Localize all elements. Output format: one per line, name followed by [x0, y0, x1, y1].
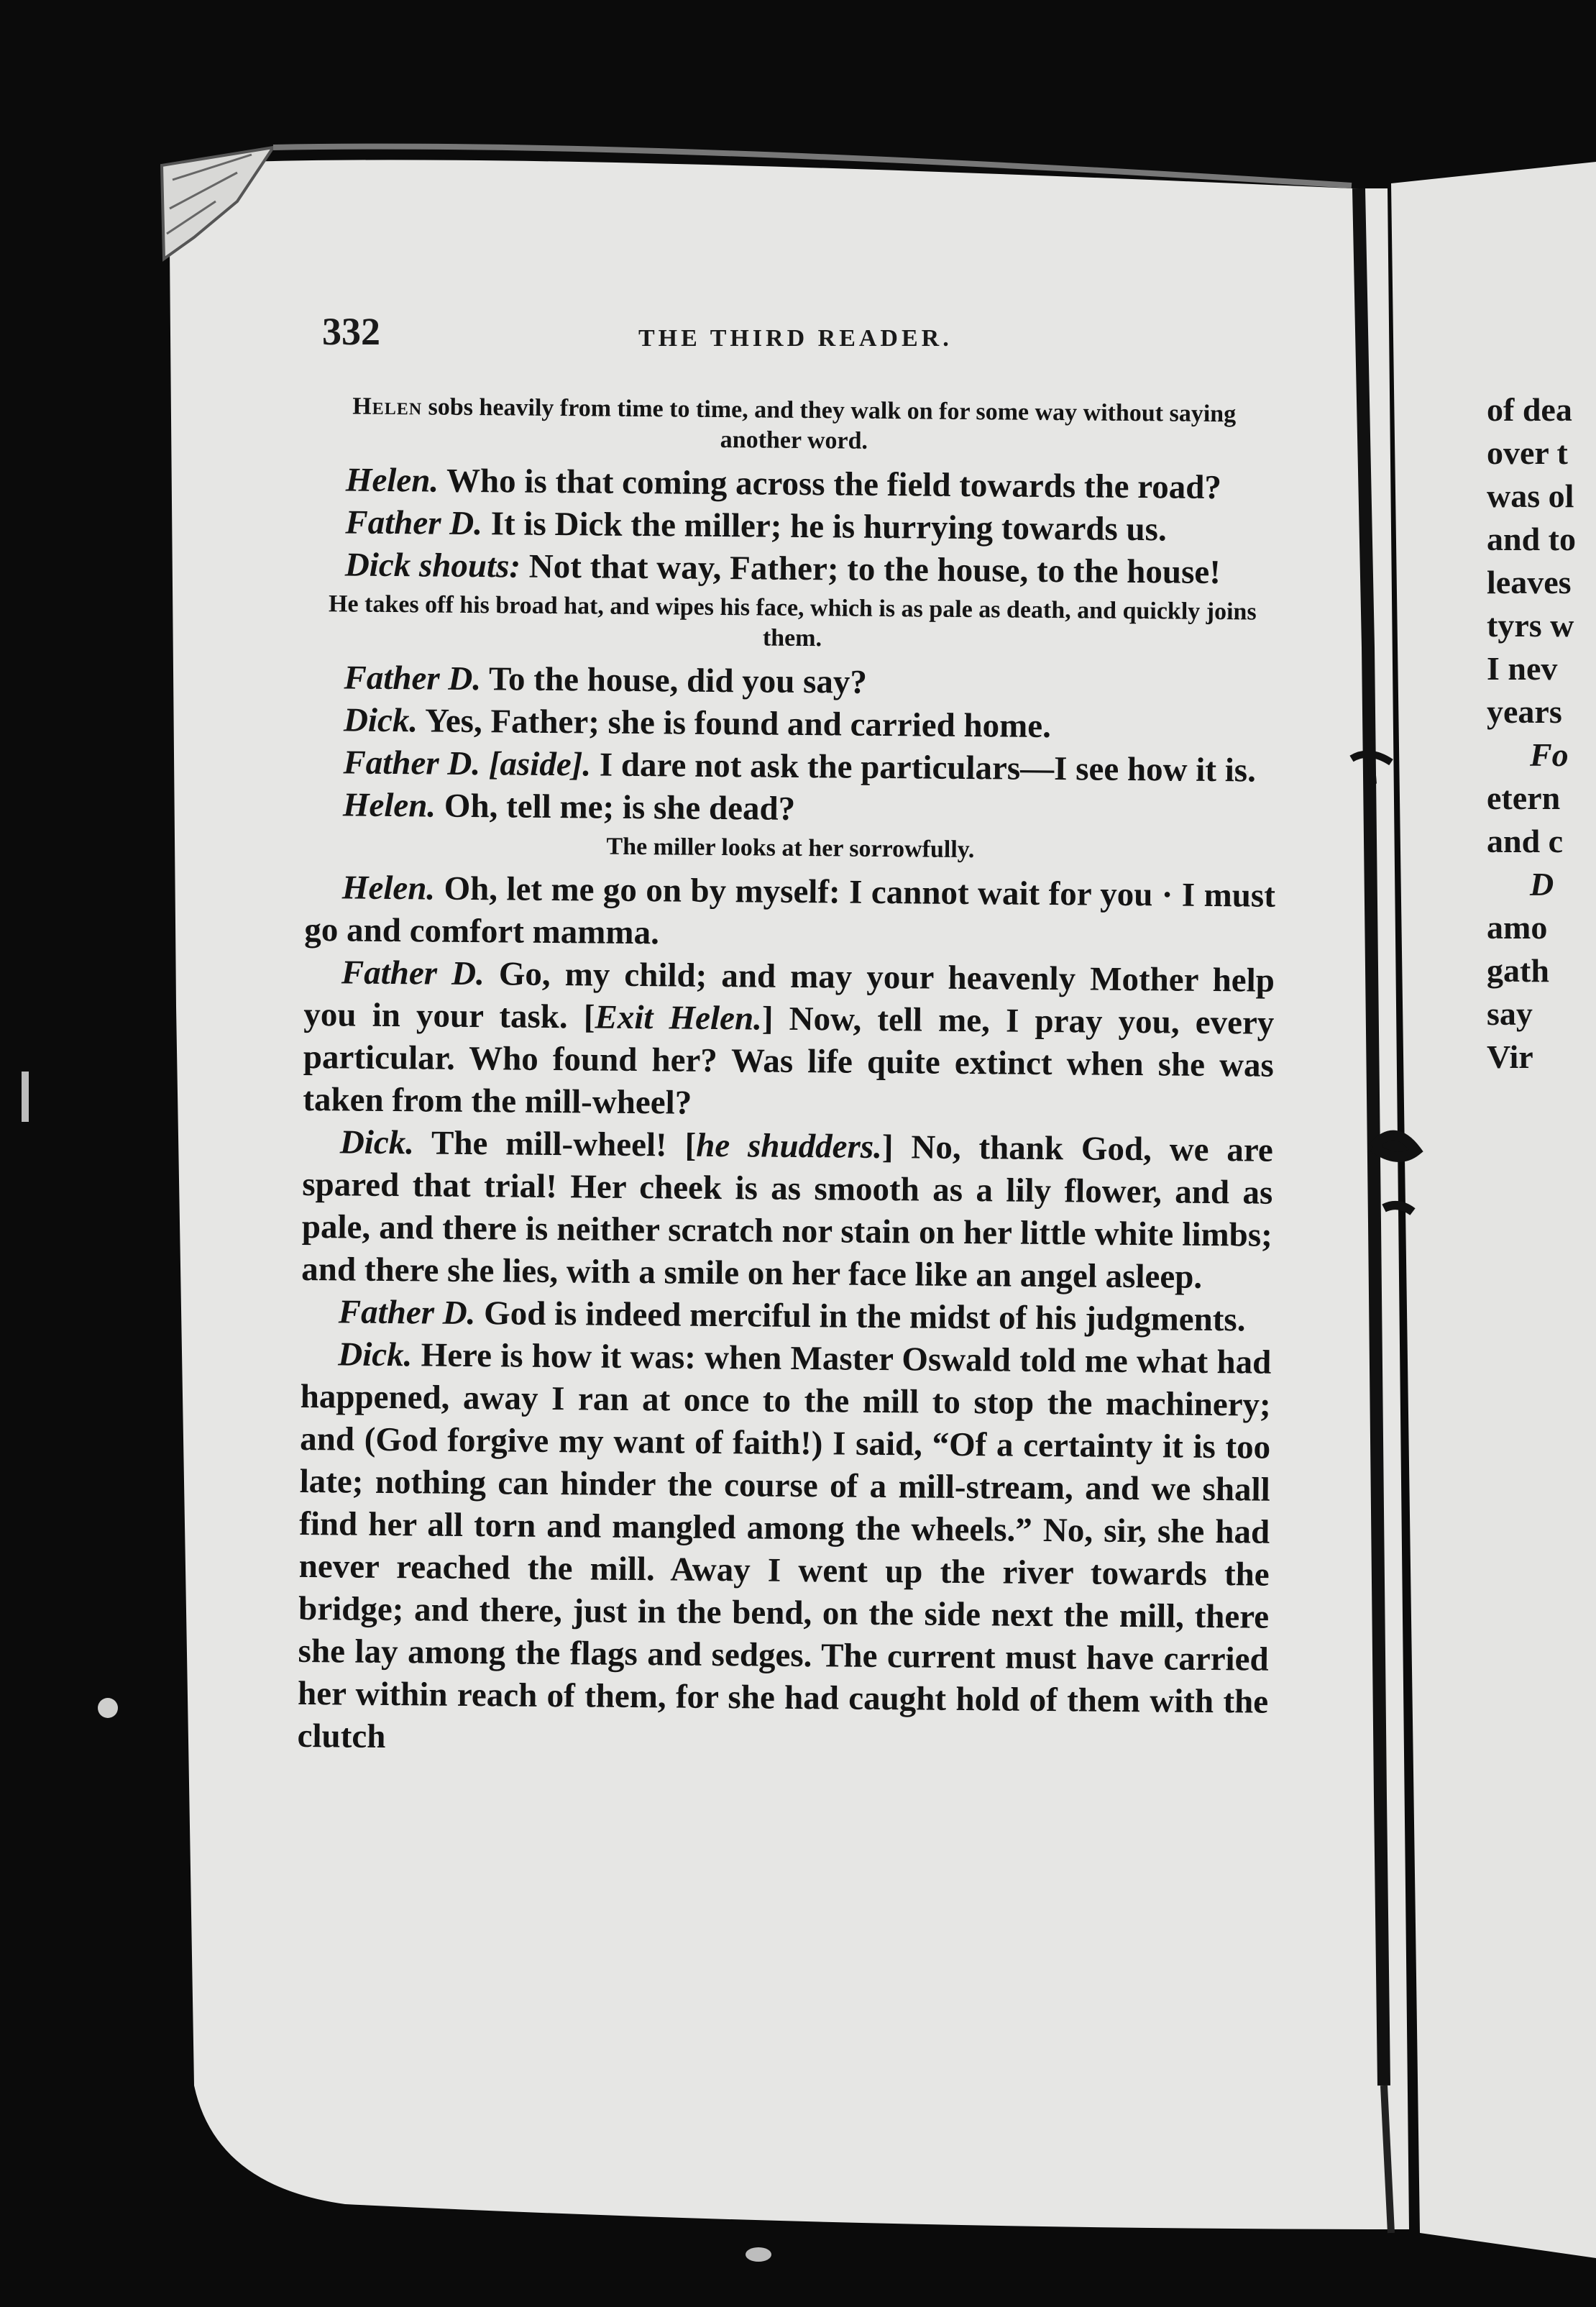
speech-text: Here is how it was: when Master Oswald told me what had happened, away I ran at once to the mill to stop the machinery; and (God forgive my want of faith!) I said, “Of a certainty it is too late; nothing can hinder the course of a mill-stream, and we shall find her all torn and mangled among the wheels.” No, sir, she had never reached the mill. Away I went up the river towards the bridge; and there, just in the bend, on the side next the mill, there she lay among the flags and sedges. The current must have carried her within reach of them, for she had caught hold of them with the clutch: [297, 1336, 1272, 1755]
speech-text: ] Now, tell me, I pray you, every particular. Who found her? Was life quite extinct when she was taken from the mill-wheel?: [303, 1000, 1275, 1122]
stage-direction: [316, 391, 1272, 460]
facing-line: Vir: [1487, 1038, 1533, 1075]
inline-direction: he shudders.: [696, 1126, 883, 1166]
running-head: THE THIRD READER.: [638, 325, 953, 352]
speaker-name: Father D.: [338, 1293, 476, 1333]
speech-text: It is Dick the miller; he is hurrying towards us.: [482, 505, 1167, 549]
page-number: 332: [322, 310, 380, 353]
aside-direction: [aside].: [480, 745, 592, 784]
main-text-column: [297, 388, 1280, 1766]
facing-line: and to: [1487, 521, 1576, 557]
speaker-name: Helen.: [341, 869, 436, 908]
facing-line: D: [1530, 866, 1554, 903]
speaker-name: Dick.: [343, 701, 418, 740]
speech-text: Who is that coming across the field towards the road?: [438, 462, 1222, 507]
facing-page-text: [1487, 388, 1596, 1079]
speech-text: ] No, thank God, we are spared that trial! Her cheek is as smooth as a lily flower, and as pale, and there is neither scratch nor stain on her little white limbs; and there she lies, with a smile on her face like an angel asleep.: [301, 1128, 1274, 1296]
facing-line: years: [1487, 693, 1562, 730]
facing-line: over t: [1487, 434, 1568, 471]
speech-line: [306, 784, 1276, 835]
speech-text: Oh, let me go on by myself: I cannot wait for you · I must go and comfort mamma.: [304, 869, 1276, 952]
facing-line: was ol: [1487, 478, 1574, 514]
stage-direction: He takes off his broad hat, and wipes his face, which is as pale as death, and quickly joins them.: [328, 590, 1257, 652]
stage-direction-text: sobs heavily from time to time, and they walk on for some way without saying another word.: [421, 393, 1237, 454]
speaker-name: Father D.: [344, 659, 482, 698]
speaker-name: Dick.: [339, 1123, 415, 1162]
speaker-name: Dick shouts:: [344, 546, 521, 585]
speaker-name: Helen.: [342, 786, 436, 825]
facing-line: etern: [1487, 780, 1561, 816]
speech-text: The mill-wheel! [: [413, 1124, 697, 1164]
speaker-name: Father D.: [341, 954, 485, 993]
speech-text: Yes, Father; she is found and carried home.: [417, 702, 1052, 746]
speech-text: To the house, did you say?: [480, 660, 868, 701]
facing-line: amo: [1487, 909, 1548, 946]
speech-text: God is indeed merciful in the midst of his judgments.: [475, 1294, 1246, 1339]
facing-line: I nev: [1487, 650, 1558, 687]
speech-line: [301, 1121, 1273, 1299]
speech-text: I dare not ask the particulars—I see how it is.: [590, 746, 1257, 790]
facing-line: of dea: [1487, 391, 1572, 428]
speaker-name: Father D.: [345, 503, 483, 543]
speech-text: Go, my child; and may your heavenly Mother help you in your task. [: [303, 955, 1275, 1036]
speech-line: [297, 1333, 1271, 1766]
exit-direction: Exit Helen.: [595, 998, 763, 1038]
speech-text: Not that way, Father; to the house, to the house!: [520, 547, 1221, 592]
facing-line: say: [1487, 995, 1533, 1032]
facing-line: and c: [1487, 823, 1564, 859]
speech-line: [304, 867, 1275, 960]
stage-direction: The miller looks at her sorrowfully.: [606, 833, 975, 864]
speech-line: [303, 951, 1275, 1130]
stage-direction-name: Helen: [352, 393, 423, 421]
speaker-name: Dick.: [338, 1335, 413, 1374]
facing-line: gath: [1487, 952, 1549, 989]
speech-line: [308, 544, 1278, 595]
facing-line: Fo: [1530, 736, 1569, 773]
speaker-name: Helen.: [345, 461, 439, 500]
facing-line: tyrs w: [1487, 607, 1574, 644]
speech-text: Oh, tell me; is she dead?: [435, 787, 796, 828]
speaker-name: Father D.: [343, 744, 481, 783]
page-header: [322, 309, 1278, 360]
facing-line: leaves: [1487, 564, 1572, 600]
